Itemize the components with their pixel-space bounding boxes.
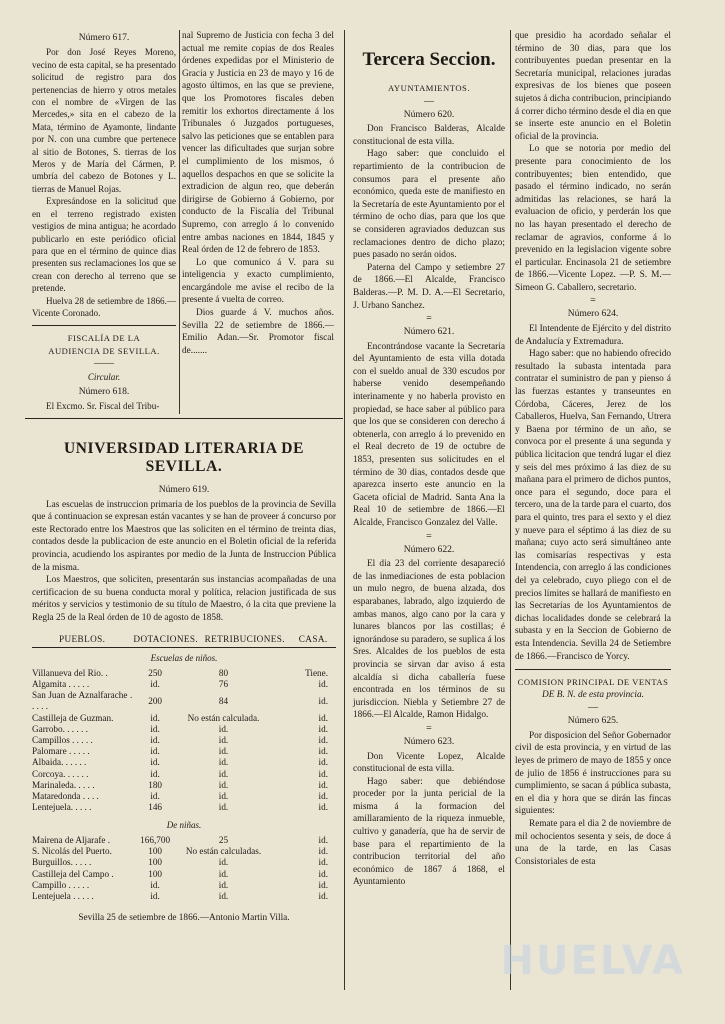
cell-casa: id. <box>318 868 328 879</box>
cell-retribucion: id. <box>218 734 229 745</box>
fiscalia-circular-text: nal Supremo de Justicia con fecha 3 del actual me remite copias de dos Reales órdenes expedidas por el Ministerio de Gracia y Justicia en 23 de mayo y 16 de agosto últimos, en las que se previene, que los Promotores fiscales deben remitir los exhortos directamente á los Tribunales ó Juzgados portugueses, salvo las peticiones que se entablen para vencer las dificultades que surjan sobre el cumplimiento de los mismos, ó aquellos despachos en que se solicite la extradicion de algun reo, que deberán dirigirse de Gobierno á Gobierno, por conducto de la Fiscalía del Tribunal Supremo, con arreglo á lo convenido entre ambas naciones en 1844, 1845 y Real órden de 12 de febrero de 1853. <box>182 31 334 256</box>
cell-casa: id. <box>318 834 328 845</box>
cell-retribucion: id. <box>218 746 229 757</box>
cell-casa: id. <box>318 723 328 734</box>
table-row <box>32 735 336 746</box>
cell-dotacion: 100 <box>148 868 162 879</box>
notice-620-text-2: Hago saber: que concluido el repartimiento de la contribucion de consumos para el presente año económico, queda este de manifiesto en la Secretaría de este Ayuntamiento por el término de ocho dias, para que los que se consideren agraviados deduzcan sus reclamaciones dentro de dicho plazo; pues pasado no serán oidos. <box>353 149 505 261</box>
cell-pueblo: Palomare . . . . . <box>32 746 90 757</box>
cell-pueblo: Mataredonda . . . . <box>32 790 99 801</box>
cell-retribucion: id. <box>218 879 229 890</box>
cell-pueblo: Villanueva del Rio. . <box>32 667 108 678</box>
dash-divider: = <box>590 295 596 307</box>
fiscalia-circular-signature: Dios guarde á V. muchos años. Sevilla 22 de setiembre de 1866.—Emilio Adan.—Sr. Promotor fiscal de....... <box>182 308 334 356</box>
notice-618-number: Número 618. <box>78 385 130 397</box>
cell-retribucion: id. <box>218 890 229 901</box>
notice-624-text: El Intendente de Ejército y del distrito de Andalucía y Extremadura. <box>515 324 671 347</box>
cell-dotacion: 166,700 <box>140 834 171 845</box>
cell-casa: id. <box>318 712 328 723</box>
column-4 <box>515 30 671 868</box>
table-row <box>32 846 336 857</box>
cell-pueblo: Lentejuela . . . . . <box>32 890 94 901</box>
table-row <box>32 679 336 690</box>
column-2 <box>182 30 334 357</box>
cell-dotacion: id. <box>150 890 160 901</box>
cell-casa: id. <box>318 779 328 790</box>
notice-623-continued: que presidio ha acordado señalar el término de 30 dias, para que los contribuyentes puedan presentar en la Secretaría municipal, relaciones juradas expresivas de los bienes que poseen sujetos á dicha contribucion, principiando á correr dicho término desde el dia en que se inserte este anuncio en el Boletin oficial de la provincia. <box>515 31 671 142</box>
cell-retribucion: 76 <box>218 678 229 689</box>
notice-625-text: Por disposicion del Señor Gobernador civil de esta provincia, y en virtud de las leyes de primero de mayo de 1855 y once de julio de 1856 é instrucciones para su cumplimiento, se sacan á pública subasta, en el dia y hora que se dirán las fincas siguientes: <box>515 730 672 817</box>
dash-divider: — <box>424 95 434 107</box>
table-row <box>32 835 336 846</box>
cell-pueblo: S. Nicolás del Puerto. <box>32 846 112 857</box>
cell-retribucion: id. <box>218 723 229 734</box>
table-row <box>32 869 336 880</box>
fiscalia-header-1: FISCALÍA DE LA <box>67 333 141 344</box>
schools-boys-table <box>32 668 336 814</box>
comision-header-1: COMISION PRINCIPAL DE VENTAS <box>517 677 669 688</box>
cell-casa: id. <box>318 790 328 801</box>
table-row <box>32 724 336 735</box>
cell-retribucion: id. <box>218 868 229 879</box>
cell-pueblo: Algamita . . . . . <box>32 678 90 689</box>
cell-dotacion: id. <box>150 734 160 745</box>
divider <box>515 669 671 670</box>
table-row <box>32 857 336 868</box>
column-rule <box>179 30 180 414</box>
cell-pueblo: Albaida. . . . . . <box>32 757 87 768</box>
cell-retribucion: id. <box>218 779 229 790</box>
subheader-ninos: Escuelas de niños. <box>150 653 218 664</box>
cell-dotacion: id. <box>150 790 160 801</box>
cell-dotacion: 200 <box>148 695 162 706</box>
notice-622-number: Número 622. <box>403 543 455 555</box>
cell-casa: id. <box>318 879 328 890</box>
university-title: UNIVERSIDAD LITERARIA DE SEVILLA. <box>63 440 305 475</box>
cell-pueblo: Castilleja de Guzman. <box>32 712 114 723</box>
column-1 <box>32 30 176 412</box>
cell-retribucion: 80 <box>218 667 229 678</box>
cell-retribucion: id. <box>218 757 229 768</box>
cell-casa: Tiene. <box>305 667 328 678</box>
table-row <box>32 891 336 902</box>
notice-624-text-2: Hago saber: que no habiendo ofrecido resultado la subasta intentada para contratar el suministro de pan y pienso á las fuerzas estantes y transeuntes en Córdoba, Cáceres, Jerez de los Caballeros, Huelva, San Fernando, Utrera y Baena por término de un año, se convoca por el presente á una segunda y pública licitacion que tendrá lugar el diez y seis del mes próximo á las diez de su mañana para el primero de dichos puntos, once para el segundo, doce para el tercero, una de la tarde para el cuarto, dos para el quinto, tres para el sexto y el diez y nueve para el séptimo á las diez de su mañana; cuyo acto será simultáneo ante las comisarías respectivas y esta Intendencia, con arreglo á las condiciones del ya celebrado, cuyo pliego con el de precios límites se hallará de manifiesto en las Secretarías de los Ayuntamientos de dichas localidades donde se celebrará la subasta y en la Seccion de Gobierno de esta Intendencia. Sevilla 24 de Setiembre de 1866.—Francisco de Yorcy. <box>515 349 671 662</box>
cell-casa: id. <box>318 846 328 857</box>
notice-619-signature: Sevilla 25 de setiembre de 1866.—Antonio Martin Villa. <box>78 913 290 924</box>
dash-divider: —— <box>94 358 114 370</box>
cell-casa: id. <box>318 768 328 779</box>
dash-divider: = <box>426 722 432 734</box>
notice-619-number: Número 619. <box>158 484 210 495</box>
fiscalia-header-2: AUDIENCIA DE SEVILLA. <box>48 345 160 356</box>
notice-621-number: Número 621. <box>403 326 455 338</box>
notice-621-text: Encontrándose vacante la Secretaría del Ayuntamiento de esta villa dotada con el sueldo anual de 330 escudos por haberse venido desempeñando interinamente y no haberla provisto en propiedad, se hace saber al público para que los que se consideren con derecho á obtenerla, con arreglo á lo prevenido en el Real decreto de 19 de octubre de 1853, presenten sus solicitudes en el término de 30 dias, contados desde que aparezca inserto este anuncio en la Gaceta oficial de Madrid. Santa Ana la Real 10 de setiembre de 1866.—El Alcalde, Francisco Gonzalez del Valle. <box>353 341 505 528</box>
notice-617-text-2: Expresándose en la solicitud que en el terreno registrado existen vestigios de mina antigua; he acordado publicarlo en este periódico oficial para que en el término de quince dias presenten sus reclamaciones los que se crean con derecho al terreno que se pretende. <box>32 196 176 294</box>
notice-625-number: Número 625. <box>567 715 619 727</box>
column-rule <box>510 30 511 990</box>
cell-casa: id. <box>318 746 328 757</box>
cell-pueblo: Garrobo. . . . . . <box>32 723 88 734</box>
table-row <box>32 769 336 780</box>
section-rule <box>25 418 343 419</box>
table-row <box>32 668 336 679</box>
university-notice <box>32 440 336 925</box>
divider <box>32 325 176 326</box>
cell-dotacion: id. <box>150 757 160 768</box>
archive-watermark: HUELVA <box>500 938 685 984</box>
subheader-ninas: De niñas. <box>166 820 202 831</box>
cell-retribucion: No están calculadas. <box>185 846 262 857</box>
notice-617-number: Número 617. <box>78 32 130 43</box>
dash-divider: = <box>426 313 432 325</box>
cell-retribucion: 84 <box>218 695 229 706</box>
notice-622-text: El dia 23 del corriente desapareció de las inmediaciones de esta poblacion un mulo negro, de buena alzada, dos esparabanes, labrado, algo izquierdo de ambas manos, algo cano por la cara y lunares blancos por las costillas; é ignorándose su paradero, se suplica á los Sres. Alcaldes de los pueblos de esta provincia se sirvan dar aviso á esta alcaldía si dicha caballería fuese encontrada en los términos de su jurisdiccion. Niebla y Setiembre 27 de 1866.—El Alcalde, Ramon Hidalgo. <box>353 559 505 721</box>
cell-retribucion: No están calculada. <box>187 712 260 723</box>
notice-620-text: Don Francisco Balderas, Alcalde constitucional de esta villa. <box>353 124 505 147</box>
notice-620-text-3: Paterna del Campo y setiembre 27 de 1866.—El Alcalde, Francisco Balderas.—P. M. D. A.—El Secretario, J. Urbano Sanchez. <box>353 262 505 311</box>
col-header-retribuciones: RETRIBUCIONES. <box>204 633 285 644</box>
cell-pueblo: Castilleja del Campo . <box>32 868 114 879</box>
notice-625-text-2: Remate para el dia 2 de noviembre de mil ochocientos sesenta y seis, de doce á una de la tarde, en las Casas Consistoriales de esta <box>515 819 671 867</box>
notice-617-text: Por don José Reyes Moreno, vecino de esta capital, se ha presentado solicitud de registro para dos pertenencias de hierro y otros metales con el nombre de «Virgen de las Mercedes,» sita en el cabezo de la Mata, término de Ayamonte, lindante por N. con una cumbre que pertenece al sitio de Botones, S. tierras de los Meros y de María del Cármen, P. umbría del cabezo de Botones y L. tierras de Manuel Rojas. <box>32 47 176 194</box>
column-3 <box>353 40 505 889</box>
cell-pueblo: Burguillos. . . . . <box>32 857 92 868</box>
cell-pueblo: Marinaleda. . . . . <box>32 779 95 790</box>
cell-retribucion: 25 <box>218 834 229 845</box>
col-header-casa: CASA. <box>298 633 328 644</box>
cell-casa: id. <box>318 890 328 901</box>
cell-pueblo: Lentejuela. . . . . <box>32 802 92 813</box>
notice-624-number: Número 624. <box>567 308 619 320</box>
dash-divider: — <box>588 702 598 714</box>
table-row <box>32 880 336 891</box>
fiscalia-circular-text-2: Lo que comunico á V. para su inteligencia y exacto cumplimiento, encargándole me avise el recibo de la presente á vuelta de correo. <box>182 257 334 306</box>
cell-casa: id. <box>318 734 328 745</box>
col-header-dotaciones: DOTACIONES. <box>133 633 199 644</box>
table-row <box>32 690 336 712</box>
section-title: Tercera Seccion. <box>362 49 496 70</box>
cell-casa: id. <box>318 857 328 868</box>
notice-623-text-2: Hago saber: que debiéndose proceder por la junta pericial de la misma á la formacion del amillaramiento de la riqueza inmueble, cultivo y ganadería, que ha de servir de base para el repartimiento de la contribucion territorial del año económico de 1867 á 1868, el Ayuntamiento <box>353 776 505 888</box>
cell-dotacion: 100 <box>148 846 162 857</box>
cell-retribucion: id. <box>218 802 229 813</box>
cell-dotacion: id. <box>150 768 160 779</box>
cell-dotacion: 146 <box>148 802 162 813</box>
table-row <box>32 802 336 813</box>
cell-casa: id. <box>318 678 328 689</box>
notice-619-text-2: Los Maestros, que soliciten, presentarán sus instancias acompañadas de una certificacion de su buena conducta moral y política, relacion justificada de sus méritos y servicios y testimonio de su título de Maestro, ó la cita que previene la Regla 25 de la Real órden de 10 de agosto de 1858. <box>32 575 336 623</box>
table-header <box>32 631 336 649</box>
notice-623-continued-2: Lo que se notoria por medio del presente para conocimiento de los contribuyentes; bien entendido, que pasado el término indicado, no serán admitidas las relaciones, se hará la evaluacion de oficio, y perderán los que no las hayan presentado el derecho de reclamar de agravios, conforme á lo prevenido en la legislacion vigente sobre el particular. Encinasola 21 de setiembre de 1866.—Vicente Lopez. —P. S. M.—Simeon G. Caballero, secretario. <box>515 144 671 293</box>
notice-619-text: Las escuelas de instruccion primaria de los pueblos de la provincia de Sevilla que á continuacion se expresan están vacantes y se han de proveer á concurso por este Rectorado entre los Maestros que las soliciten en el término de treinta dias, contados desde la publicacion de este anuncio en el Boletin oficial de la referida provincia, acudiendo los aspirantes por medio de la Junta de Instruccion Pública de la misma. <box>32 499 336 573</box>
comision-header-2: DE B. N. de esta provincia. <box>542 689 644 700</box>
cell-dotacion: id. <box>150 746 160 757</box>
table-row <box>32 780 336 791</box>
cell-dotacion: 180 <box>148 779 162 790</box>
cell-dotacion: 250 <box>148 667 162 678</box>
ayuntamientos-header: AYUNTAMIENTOS. <box>388 83 470 93</box>
notice-623-number: Número 623. <box>403 735 455 747</box>
cell-pueblo: Corcoya. . . . . . <box>32 768 89 779</box>
cell-pueblo: Campillos . . . . . <box>32 734 93 745</box>
cell-pueblo: Campillo . . . . . <box>32 879 90 890</box>
table-row <box>32 791 336 802</box>
circular-label: Circular. <box>87 372 121 383</box>
cell-casa: id. <box>318 757 328 768</box>
cell-casa: id. <box>318 802 328 813</box>
column-rule <box>344 30 345 990</box>
cell-dotacion: id. <box>150 723 160 734</box>
table-row <box>32 713 336 724</box>
cell-retribucion: id. <box>218 790 229 801</box>
cell-retribucion: id. <box>218 857 229 868</box>
col-header-pueblos: PUEBLOS. <box>58 633 106 644</box>
cell-pueblo: San Juan de Aznalfarache . . . . . <box>32 690 133 712</box>
cell-dotacion: id. <box>150 712 160 723</box>
schools-girls-table <box>32 835 336 902</box>
notice-623-text: Don Vicente Lopez, Alcalde constitucional de esta villa. <box>353 751 505 775</box>
cell-dotacion: id. <box>150 879 160 890</box>
table-row <box>32 746 336 757</box>
table-row <box>32 757 336 768</box>
cell-dotacion: id. <box>150 678 160 689</box>
notice-618-text: El Excmo. Sr. Fiscal del Tribu- <box>46 400 160 411</box>
cell-dotacion: 100 <box>148 857 162 868</box>
notice-620-number: Número 620. <box>403 108 455 120</box>
dash-divider: = <box>426 530 432 542</box>
cell-casa: id. <box>318 695 328 706</box>
cell-retribucion: id. <box>218 768 229 779</box>
notice-617-signature: Huelva 28 de setiembre de 1866.—Vicente Coronado. <box>32 295 176 318</box>
cell-pueblo: Mairena de Aljarafe . <box>32 834 111 845</box>
